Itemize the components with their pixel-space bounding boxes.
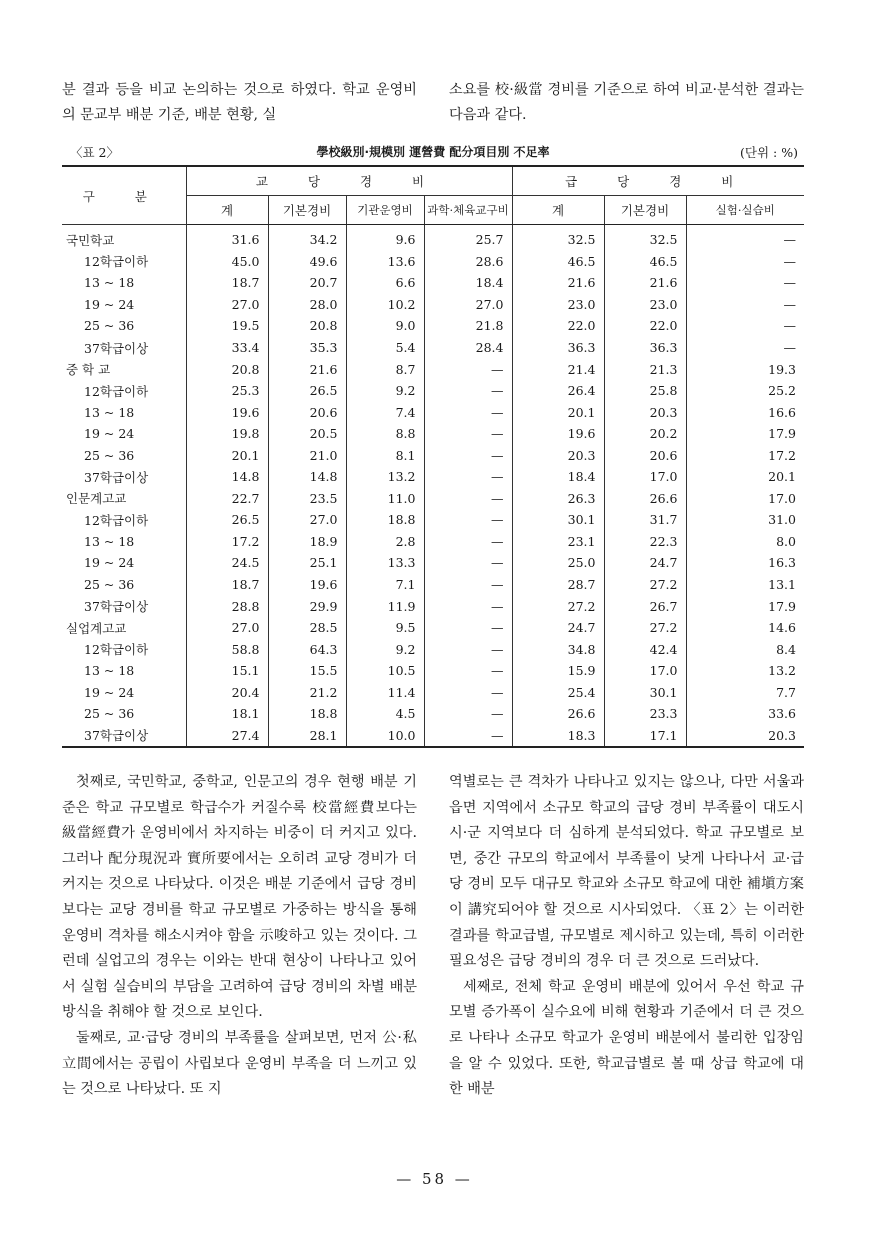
table-cell: 20.8 [268,315,346,337]
table-cell: 26.7 [604,595,686,617]
table-cell: — [424,358,512,380]
table-cell: 6.6 [346,272,424,294]
table-cell: 21.8 [424,315,512,337]
table-cell: 19.6 [186,401,268,423]
table-cell: 18.3 [512,725,604,748]
header-school-cost: 교 당 경 비 [186,166,512,196]
body-right-column [449,770,804,1103]
row-label: 12학급이하 [62,251,186,273]
row-label: 12학급이하 [62,638,186,660]
table-cell: 22.0 [604,315,686,337]
table-cell: 18.7 [186,272,268,294]
row-label: 19 ~ 24 [62,681,186,703]
table-cell: 7.7 [776,684,796,700]
table-cell: 17.0 [604,466,686,488]
table-cell: 27.0 [268,509,346,531]
table-cell: 64.3 [268,638,346,660]
table-cell: 17.2 [186,531,268,553]
table-cell: 18.1 [186,703,268,725]
body-text-columns [62,770,804,1103]
table-cell: 30.1 [604,681,686,703]
table-cell: — [783,296,796,312]
row-label: 12학급이하 [62,380,186,402]
table-cell: 49.6 [268,251,346,273]
table-cell: 13.6 [346,251,424,273]
table-cell: — [783,232,796,248]
table-body [62,225,804,748]
table-cell: 31.7 [604,509,686,531]
table-row [62,358,804,380]
table-cell: — [424,681,512,703]
table-cell: 10.0 [346,725,424,748]
table-cell: 31.0 [768,512,796,528]
table-cell: 27.0 [424,294,512,316]
table-cell: 9.2 [346,380,424,402]
table-cell: 20.6 [268,401,346,423]
table-cell: 18.7 [186,574,268,596]
table-cell: 21.0 [268,444,346,466]
row-label: 12학급이하 [62,509,186,531]
table-cell: 13.1 [768,577,796,593]
table-cell: 20.8 [186,358,268,380]
paragraph-third: 세째로, 전체 학교 운영비 배분에 있어서 우선 학교 규모별 증가폭이 실수요에 비해 현황과 기준에서 더 큰 것으로 나타나 소규모 학교가 운영비 배분에서 불리한 입장임을 알 수 있었다. 또한, 학교급별로 볼 때 상급 학교에 대한 배분 [449,978,804,1098]
table-cell: 25.3 [186,380,268,402]
table-cell: 30.1 [512,509,604,531]
table-cell: 19.6 [512,423,604,445]
header-total-1: 계 [186,196,268,225]
table-cell: 20.3 [604,401,686,423]
row-label: 19 ~ 24 [62,552,186,574]
table-cell: — [424,660,512,682]
table-row [62,315,804,337]
table-cell: 5.4 [346,337,424,359]
header-basic-cost-2: 기본경비 [604,196,686,225]
table-row [62,337,804,359]
table-row [62,703,804,725]
table-cell: 20.3 [768,727,796,743]
table-cell: 20.7 [268,272,346,294]
table-cell: 26.4 [512,380,604,402]
table-cell: 20.2 [604,423,686,445]
top-text-left: 분 결과 등을 비교 논의하는 것으로 하였다. 학교 운영비의 문교부 배분 기준, 배분 현황, 실 [62,82,417,123]
table-row [62,681,804,703]
table-cell: 23.1 [512,531,604,553]
row-label: 19 ~ 24 [62,423,186,445]
table-cell: — [424,380,512,402]
table-cell: 42.4 [604,638,686,660]
paragraph-second: 둘째로, 교·급당 경비의 부족률을 살펴보면, 먼저 公·私立間에서는 공립이 사립보다 운영비 부족을 더 느끼고 있는 것으로 나타났다. 또 지 [62,1029,417,1098]
table-cell: 13.2 [346,466,424,488]
table-cell: 25.0 [512,552,604,574]
header-class-cost: 급 당 경 비 [512,166,804,196]
paragraph-first: 첫째로, 국민학교, 중학교, 인문고의 경우 현행 배분 기준은 학교 규모별로 학급수가 커질수록 校當經費보다는 級當經費가 운영비에서 차지하는 비중이 더 커지고 있다. 그러나 配分現況과 實所要에서는 오히려 교당 경비가 더 커지는 것으로 나타났다. 이것은 배분 기준에서 급당 경비보다는 교당 경비를 학교 규모별로 가중하는 방식을 통해 운영비 격차를 해소시켜야 함을 示唆하고 있는 것이다. 그런데 실업고의 경우는 이와는 반대 현상이 나타나고 있어서 실험 실습비의 부담을 고려하여 급당 경비의 차별 배분 방식을 취해야 할 것으로 보인다. [62,774,417,1021]
row-label: 실업계고교 [62,617,186,639]
table-cell: 46.5 [604,251,686,273]
table-row [62,552,804,574]
table-cell: 20.3 [512,444,604,466]
table-cell: 13.3 [346,552,424,574]
table-cell: 21.2 [268,681,346,703]
table-cell: 17.1 [604,725,686,748]
table-cell: 9.5 [346,617,424,639]
table-cell: 21.3 [604,358,686,380]
header-basic-cost-1: 기본경비 [268,196,346,225]
table-cell: 26.6 [604,488,686,510]
table-cell: 21.6 [512,272,604,294]
table-cell: 58.8 [186,638,268,660]
table-cell: 9.2 [346,638,424,660]
table-row [62,725,804,748]
table-row [62,401,804,423]
table-row [62,423,804,445]
table-cell: — [424,703,512,725]
table-cell: 19.5 [186,315,268,337]
table-cell: 25.2 [768,383,796,399]
table-cell: — [783,318,796,334]
table-cell: 20.1 [186,444,268,466]
table-cell: 14.8 [268,466,346,488]
table-cell: 17.0 [604,660,686,682]
table-cell: 34.8 [512,638,604,660]
row-label: 37학급이상 [62,725,186,748]
table-cell: 14.8 [186,466,268,488]
table-cell: — [424,488,512,510]
deficit-rate-table [62,165,804,748]
table-cell: — [424,552,512,574]
table-cell: 21.4 [512,358,604,380]
table-unit: (단위 : %) [740,145,798,160]
table-cell: 28.4 [424,337,512,359]
table-cell: 45.0 [186,251,268,273]
table-cell: 4.5 [346,703,424,725]
table-cell: 31.6 [186,225,268,251]
row-label: 13 ~ 18 [62,401,186,423]
top-text-right: 소요를 校·級當 경비를 기준으로 하여 비교·분석한 결과는 다음과 같다. [449,82,804,123]
table-row [62,251,804,273]
table-row [62,488,804,510]
table-cell: 27.2 [512,595,604,617]
table-row [62,509,804,531]
table-cell: 28.6 [424,251,512,273]
table-cell: — [783,340,796,355]
table-cell: 16.3 [768,555,796,571]
table-cell: 18.8 [346,509,424,531]
table-cell: 27.2 [604,617,686,639]
row-label: 19 ~ 24 [62,294,186,316]
table-row [62,531,804,553]
body-left-column [62,770,417,1103]
table-cell: — [424,617,512,639]
table-cell: 25.7 [424,225,512,251]
table-cell: 27.2 [604,574,686,596]
header-science-cost: 과학·체육교구비 [424,196,512,225]
table-cell: 10.2 [346,294,424,316]
table-cell: 33.4 [186,337,268,359]
page-number: — 58 — [396,1170,473,1188]
table-cell: 2.8 [346,531,424,553]
table-cell: — [424,423,512,445]
table-cell: 23.0 [512,294,604,316]
table-cell: 15.5 [268,660,346,682]
table-cell: — [424,401,512,423]
table-row [62,380,804,402]
table-cell: 33.6 [768,706,796,722]
header-total-2: 계 [512,196,604,225]
table-cell: 14.6 [768,620,796,636]
table-row [62,272,804,294]
table-cell: 34.2 [268,225,346,251]
table-row [62,444,804,466]
row-label: 중 학 교 [62,358,186,380]
table-cell: 25.4 [512,681,604,703]
table-cell: 28.8 [186,595,268,617]
table-cell: 26.5 [186,509,268,531]
table-title: 學校級別·規模別 運營費 配分項目別 不足率 [316,145,550,159]
table-row [62,595,804,617]
table-row [62,638,804,660]
table-cell: 7.4 [346,401,424,423]
header-lab-cost: 실험·실습비 [686,196,804,225]
table-row [62,574,804,596]
table-cell: — [424,509,512,531]
table-row [62,225,804,251]
table-cell: — [783,253,796,269]
table-cell: 10.5 [346,660,424,682]
table-cell: 9.6 [346,225,424,251]
top-text-columns [62,78,804,128]
table-cell: 20.1 [512,401,604,423]
table-cell: 11.0 [346,488,424,510]
row-label: 13 ~ 18 [62,531,186,553]
table-cell: 21.6 [268,358,346,380]
table-cell: 23.5 [268,488,346,510]
table-cell: 17.9 [768,598,796,614]
table-cell: 24.5 [186,552,268,574]
table-cell: 15.1 [186,660,268,682]
table-row [62,294,804,316]
table-cell: 11.9 [346,595,424,617]
table-cell: 26.5 [268,380,346,402]
table-cell: 16.6 [768,404,796,420]
table-cell: 8.4 [776,641,796,657]
table-cell: 20.6 [604,444,686,466]
row-label: 37학급이상 [62,337,186,359]
table-row [62,617,804,639]
table-cell: 11.4 [346,681,424,703]
row-label: 국민학교 [62,225,186,251]
table-cell: — [424,466,512,488]
row-label: 13 ~ 18 [62,660,186,682]
table-cell: 8.7 [346,358,424,380]
row-label: 13 ~ 18 [62,272,186,294]
table-cell: 24.7 [512,617,604,639]
row-label: 25 ~ 36 [62,703,186,725]
paragraph-second-cont: 역별로는 큰 격차가 나타나고 있지는 않으나, 다만 서울과 읍면 지역에서 소규모 학교의 급당 경비 부족률이 대도시 시·군 지역보다 더 심하게 분석되었다. 학교 규모별로 보면, 중간 규모의 학교에서 부족률이 낮게 나타나서 교·급당 경비 모두 대규모 학교와 소규모 학교에 대한 補塡方案이 講究되어야 할 것으로 시사되었다. 〈표 2〉는 이러한 결과를 학교급별, 규모별로 제시하고 있는데, 특히 이러한 필요성은 급당 경비의 경우 더 큰 것으로 드러났다. [449,774,804,970]
table-cell: — [424,725,512,748]
table-cell: 35.3 [268,337,346,359]
table-cell: 28.5 [268,617,346,639]
table-label: 〈표 2〉 [70,145,120,160]
table-cell: 18.9 [268,531,346,553]
header-category: 구 분 [62,166,186,225]
table-cell: 17.9 [768,426,796,442]
table-cell: 20.4 [186,681,268,703]
table-cell: 22.0 [512,315,604,337]
row-label: 인문계고교 [62,488,186,510]
table-cell: 26.6 [512,703,604,725]
table-cell: 17.2 [768,447,796,463]
table-row [62,466,804,488]
table-cell: 46.5 [512,251,604,273]
table-cell: 17.0 [768,490,796,506]
table-cell: 8.1 [346,444,424,466]
table-cell: — [783,275,796,291]
table-cell: 21.6 [604,272,686,294]
table-cell: — [424,574,512,596]
table-cell: 18.8 [268,703,346,725]
table-cell: 20.5 [268,423,346,445]
table-cell: 32.5 [512,225,604,251]
row-label: 37학급이상 [62,595,186,617]
table-cell: 27.4 [186,725,268,748]
table-cell: 22.3 [604,531,686,553]
table-cell: 25.8 [604,380,686,402]
table-cell: 28.0 [268,294,346,316]
row-label: 25 ~ 36 [62,444,186,466]
header-org-cost: 기관운영비 [346,196,424,225]
table-cell: — [424,595,512,617]
table-cell: 32.5 [604,225,686,251]
table-cell: 23.0 [604,294,686,316]
row-label: 25 ~ 36 [62,315,186,337]
table-cell: 36.3 [512,337,604,359]
table-cell: 19.8 [186,423,268,445]
table-cell: 25.1 [268,552,346,574]
row-label: 37학급이상 [62,466,186,488]
table-cell: 24.7 [604,552,686,574]
row-label: 25 ~ 36 [62,574,186,596]
table-cell: 18.4 [512,466,604,488]
table-cell: 19.3 [768,361,796,377]
table-cell: 7.1 [346,574,424,596]
table-cell: 22.7 [186,488,268,510]
table-cell: 28.1 [268,725,346,748]
table-cell: 13.2 [768,663,796,679]
table-cell: 29.9 [268,595,346,617]
table-cell: — [424,444,512,466]
table-cell: — [424,638,512,660]
table-cell: 15.9 [512,660,604,682]
table-cell: 27.0 [186,617,268,639]
table-cell: 19.6 [268,574,346,596]
table-cell: 8.0 [776,533,796,549]
table-cell: 27.0 [186,294,268,316]
table-caption [62,143,804,163]
table-cell: 23.3 [604,703,686,725]
table-cell: 9.0 [346,315,424,337]
table-cell: 20.1 [768,469,796,485]
table-cell: 8.8 [346,423,424,445]
table-cell: 26.3 [512,488,604,510]
table-cell: 28.7 [512,574,604,596]
table-cell: — [424,531,512,553]
table-cell: 18.4 [424,272,512,294]
table-cell: 36.3 [604,337,686,359]
table-row [62,660,804,682]
